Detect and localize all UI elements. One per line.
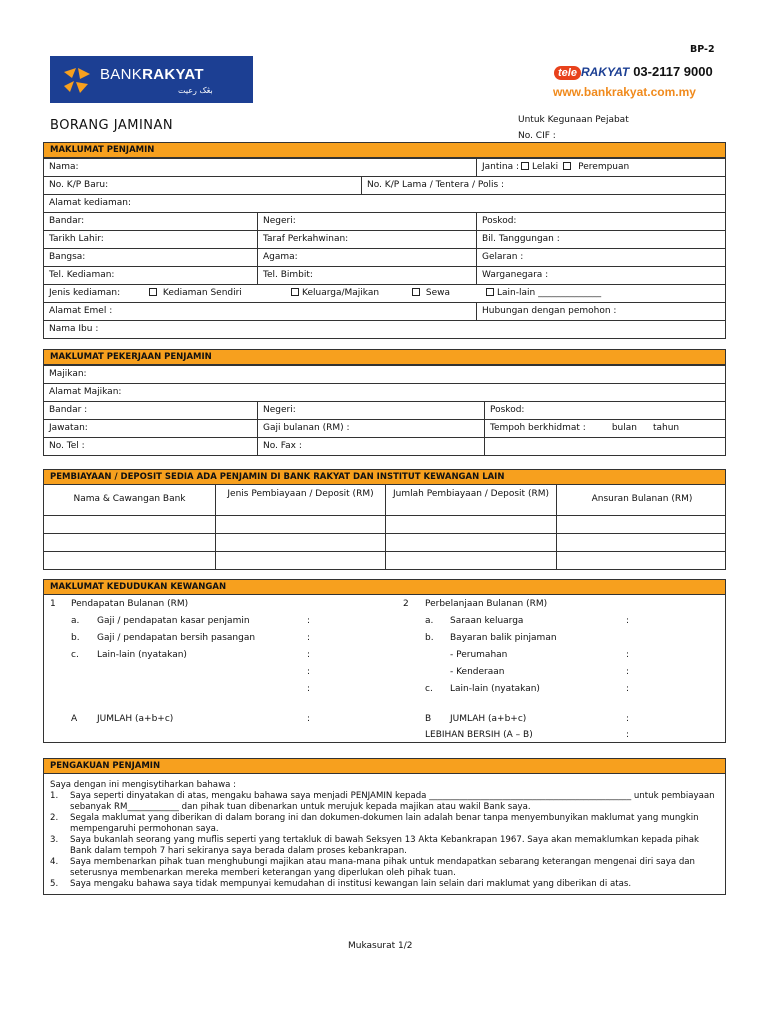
state-field[interactable]: Negeri: xyxy=(257,213,476,230)
employment-section xyxy=(43,349,726,456)
new-ic-field[interactable]: No. K/P Baru: xyxy=(49,180,109,190)
column-header: Jumlah Pembiayaan / Deposit (RM) xyxy=(385,485,556,515)
other-residence-option: Lain-lain ______________ xyxy=(479,285,601,302)
financial-position-section xyxy=(43,579,726,743)
form-row xyxy=(44,266,725,284)
position-field[interactable]: Jawatan: xyxy=(49,423,88,433)
column-header: Jenis Pembiayaan / Deposit (RM) xyxy=(215,485,385,515)
relationship-field[interactable]: Hubungan dengan pemohon : xyxy=(476,303,727,320)
other-income-input[interactable]: : xyxy=(307,667,311,677)
table-cell[interactable] xyxy=(215,534,385,551)
male-checkbox[interactable] xyxy=(521,162,529,170)
old-ic-field[interactable]: No. K/P Lama / Tentera / Polis : xyxy=(361,177,727,194)
gross-income-label: Gaji / pendapatan kasar penjamin xyxy=(97,616,250,626)
title-field[interactable]: Gelaran : xyxy=(476,249,727,266)
table-cell[interactable] xyxy=(385,552,556,569)
vehicle-loan-label: - Kenderaan xyxy=(450,667,505,677)
table-row xyxy=(44,551,725,569)
column-header: Nama & Cawangan Bank xyxy=(73,494,186,504)
residence-type-label: Jenis kediaman: xyxy=(49,288,121,298)
guarantor-section xyxy=(43,142,726,339)
table-cell[interactable] xyxy=(44,552,215,569)
form-row xyxy=(44,230,725,248)
table-cell[interactable] xyxy=(556,516,727,533)
family-support-input[interactable]: : xyxy=(626,616,630,626)
net-surplus-input[interactable]: : xyxy=(626,730,630,740)
family-employer-option: Keluarga/Majikan xyxy=(284,285,379,302)
employer-field[interactable]: Majikan: xyxy=(49,369,87,379)
gross-income-input[interactable]: : xyxy=(307,616,311,626)
expense-total-input[interactable]: : xyxy=(626,714,630,724)
tele-word: RAKYAT xyxy=(580,65,630,79)
mother-name-field[interactable]: Nama Ibu : xyxy=(49,324,99,334)
financial-position-body xyxy=(44,595,725,742)
item-index: b. xyxy=(425,633,434,643)
table-cell[interactable] xyxy=(44,516,215,533)
home-phone-field[interactable]: Tel. Kediaman: xyxy=(49,270,115,280)
form-row xyxy=(44,320,725,338)
financing-section xyxy=(43,469,726,570)
empty-cell xyxy=(484,438,727,455)
item-index: b. xyxy=(71,633,80,643)
religion-field[interactable]: Agama: xyxy=(257,249,476,266)
net-surplus-label: LEBIHAN BERSIH (A – B) xyxy=(425,730,533,740)
income-heading: Pendapatan Bulanan (RM) xyxy=(71,599,189,609)
citizenship-field[interactable]: Warganegara : xyxy=(476,267,727,284)
table-cell[interactable] xyxy=(44,534,215,551)
other-income-label: Lain-lain (nyatakan) xyxy=(97,650,187,660)
office-use-block xyxy=(518,112,629,144)
dependents-field[interactable]: Bil. Tanggungan : xyxy=(476,231,727,248)
declaration-section xyxy=(43,758,726,895)
table-cell[interactable] xyxy=(215,516,385,533)
logo-wordmark: BANKRAKYAT xyxy=(100,66,204,83)
email-field[interactable]: Alamat Emel : xyxy=(49,306,113,316)
column-header: Ansuran Bulanan (RM) xyxy=(556,485,727,515)
loan-repayment-label: Bayaran balik pinjaman xyxy=(450,633,557,643)
name-field[interactable]: Nama: xyxy=(49,162,79,172)
item-index: a. xyxy=(71,616,80,626)
other-expense-input[interactable]: : xyxy=(626,684,630,694)
table-cell[interactable] xyxy=(215,552,385,569)
form-row xyxy=(44,302,725,320)
other-income-input[interactable]: : xyxy=(307,684,311,694)
table-cell[interactable] xyxy=(556,534,727,551)
family-employer-checkbox[interactable] xyxy=(291,288,299,296)
table-cell[interactable] xyxy=(556,552,727,569)
document-code: BP-2 xyxy=(690,44,715,55)
own-home-option: Kediaman Sendiri xyxy=(142,285,242,302)
spouse-income-label: Gaji / pendapatan bersih pasangan xyxy=(97,633,256,643)
form-row xyxy=(44,284,725,302)
office-phone-field[interactable]: No. Tel : xyxy=(49,441,85,451)
income-number: 1 xyxy=(50,599,56,609)
item-index: B xyxy=(425,714,432,724)
financing-table-header xyxy=(44,485,725,515)
birth-date-field[interactable]: Tarikh Lahir: xyxy=(49,234,104,244)
form-row xyxy=(44,419,725,437)
tele-badge: tele xyxy=(554,66,581,80)
employer-address-field[interactable]: Alamat Majikan: xyxy=(49,387,122,397)
form-row xyxy=(44,176,725,194)
fax-field[interactable]: No. Fax : xyxy=(257,438,484,455)
logo-jawi-text: بڠک رعيت xyxy=(178,86,213,95)
cif-field[interactable]: No. CIF : xyxy=(518,131,556,141)
other-expense-label: Lain-lain (nyatakan) xyxy=(450,684,540,694)
vehicle-loan-input[interactable]: : xyxy=(626,667,630,677)
table-row xyxy=(44,533,725,551)
website-link[interactable]: www.bankrakyat.com.my xyxy=(553,85,696,99)
page-number: Mukasurat 1/2 xyxy=(348,941,413,951)
table-cell[interactable] xyxy=(385,534,556,551)
employer-state-field[interactable]: Negeri: xyxy=(257,402,484,419)
marital-status-field[interactable]: Taraf Perkahwinan: xyxy=(257,231,476,248)
section-title: MAKLUMAT KEDUDUKAN KEWANGAN xyxy=(44,580,725,595)
family-support-label: Saraan keluarga xyxy=(450,616,524,626)
gender-field: Jantina : Lelaki Perempuan xyxy=(476,159,727,176)
expense-number: 2 xyxy=(403,599,409,609)
own-home-checkbox[interactable] xyxy=(149,288,157,296)
section-title: MAKLUMAT PENJAMIN xyxy=(44,143,725,158)
city-field[interactable]: Bandar: xyxy=(49,216,85,226)
declaration-item: 3. Saya bukanlah seorang yang muflis seperti yang tertakluk di bawah Seksyen 13 Akta Kebankrapan 1967. Saya akan memaklumkan kepada pihak Bank dalam tempoh 7 hari sekiranya saya berada dalam proses kebankrapan. xyxy=(50,835,700,856)
housing-loan-label: - Perumahan xyxy=(450,650,508,660)
expense-heading: Perbelanjaan Bulanan (RM) xyxy=(425,599,548,609)
bank-logo-emblem-icon xyxy=(62,66,92,94)
monthly-salary-field[interactable]: Gaji bulanan (RM) : xyxy=(257,420,484,437)
form-row xyxy=(44,437,725,455)
declaration-item: 2. Segala maklumat yang diberikan di dalam borang ini dan dokumen-dokumen lain adalah benar tanpa menyembunyikan maklumat yang mungkin mempengaruhi permohonan saya. xyxy=(50,813,699,834)
form-row xyxy=(44,248,725,266)
form-title: BORANG JAMINAN xyxy=(50,118,174,133)
other-income-input[interactable]: : xyxy=(307,650,311,660)
other-residence-checkbox[interactable] xyxy=(486,288,494,296)
form-row xyxy=(44,194,725,212)
income-total-input[interactable]: : xyxy=(307,714,311,724)
rent-option: Sewa xyxy=(405,285,450,302)
teleline xyxy=(554,64,713,80)
item-index: A xyxy=(71,714,78,724)
home-address-field[interactable]: Alamat kediaman: xyxy=(49,198,132,208)
service-period-field[interactable]: Tempoh berkhidmat : bulan tahun xyxy=(484,420,727,437)
spouse-income-input[interactable]: : xyxy=(307,633,311,643)
table-row xyxy=(44,515,725,533)
table-cell[interactable] xyxy=(385,516,556,533)
item-index: c. xyxy=(71,650,79,660)
item-index: c. xyxy=(425,684,433,694)
bank-rakyat-logo xyxy=(50,56,253,103)
tele-number: 03-2117 9000 xyxy=(633,64,713,79)
section-title: PENGAKUAN PENJAMIN xyxy=(44,759,725,774)
declaration-intro: Saya dengan ini mengisytiharkan bahawa : xyxy=(50,780,236,790)
employer-city-field[interactable]: Bandar : xyxy=(49,405,88,415)
form-row xyxy=(44,401,725,419)
section-title: PEMBIAYAAN / DEPOSIT SEDIA ADA PENJAMIN DI BANK RAKYAT DAN INSTITUT KEWANGAN LAIN xyxy=(44,470,725,485)
office-use-label: Untuk Kegunaan Pejabat xyxy=(518,115,629,125)
income-total-label: JUMLAH (a+b+c) xyxy=(97,714,174,724)
form-row xyxy=(44,365,725,383)
expense-total-label: JUMLAH (a+b+c) xyxy=(450,714,527,724)
declaration-body xyxy=(44,774,725,894)
housing-loan-input[interactable]: : xyxy=(626,650,630,660)
form-row xyxy=(44,158,725,176)
race-field[interactable]: Bangsa: xyxy=(49,252,86,262)
employer-postcode-field[interactable]: Poskod: xyxy=(484,402,727,419)
rent-checkbox[interactable] xyxy=(412,288,420,296)
declaration-item: 5. Saya mengaku bahawa saya tidak mempunyai kemudahan di institusi kewangan lain selain dari maklumat yang diberikan di atas. xyxy=(50,879,632,889)
form-row xyxy=(44,383,725,401)
postcode-field[interactable]: Poskod: xyxy=(476,213,727,230)
item-index: a. xyxy=(425,616,434,626)
form-row xyxy=(44,212,725,230)
declaration-item: 4. Saya membenarkan pihak tuan menghubungi majikan atau mana-mana pihak untuk mendapatkan sebarang keterangan mengenai diri saya dan seterusnya membenarkan mereka memberi keterangan yang diperlukan oleh pihak tuan. xyxy=(50,857,696,878)
mobile-phone-field[interactable]: Tel. Bimbit: xyxy=(257,267,476,284)
section-title: MAKLUMAT PEKERJAAN PENJAMIN xyxy=(44,350,725,365)
declaration-item: 1. Saya seperti dinyatakan di atas, mengaku bahawa saya menjadi PENJAMIN kepada _______________________________________________ untuk pembiayaan sebanyak RM____________ dan pihak tuan dibenarkan untuk merujuk kepada majikan atau wakil Bank saya. xyxy=(50,791,715,812)
female-checkbox[interactable] xyxy=(563,162,571,170)
